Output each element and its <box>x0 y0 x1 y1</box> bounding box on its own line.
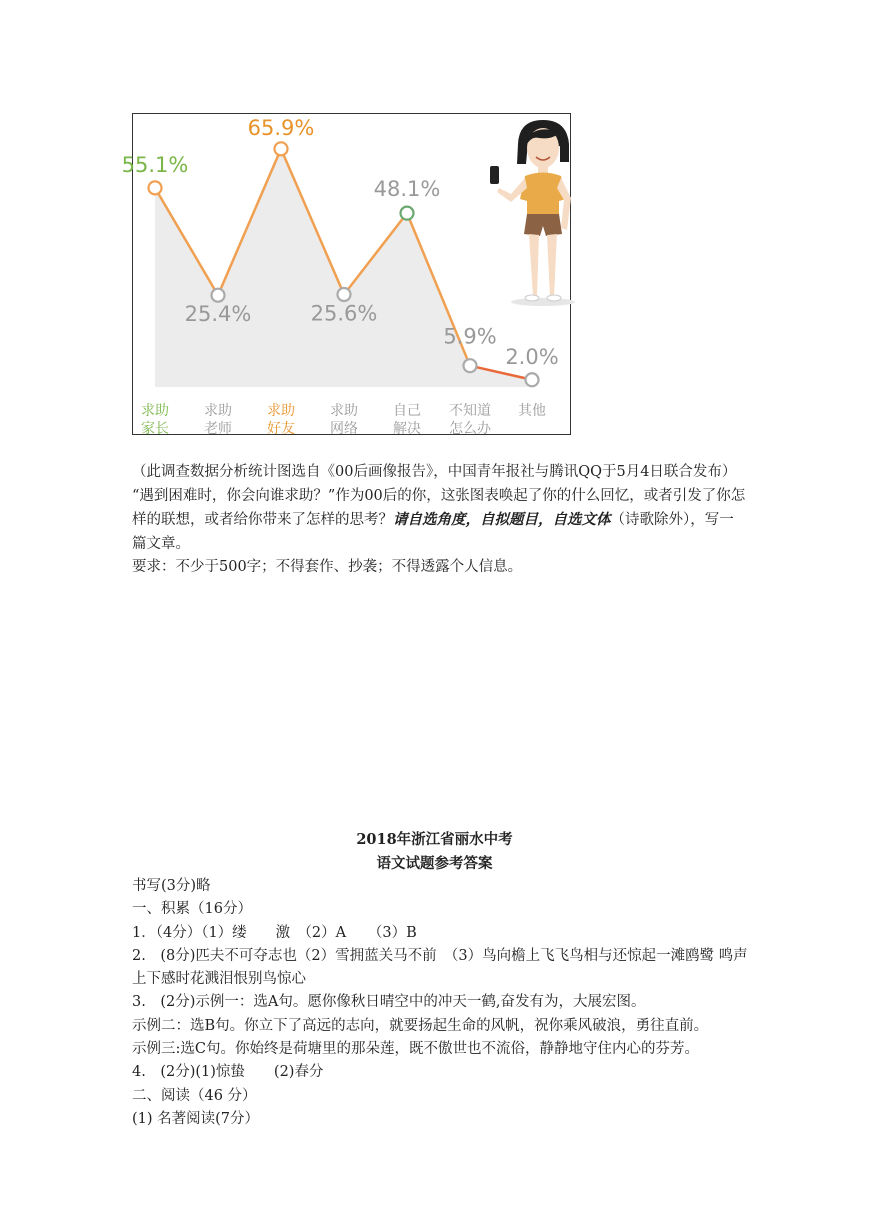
prompt-emphasis-angle: 请自选角度 <box>393 511 466 528</box>
data-point <box>526 373 539 386</box>
requirements: 要求：不少于500字；不得套作、抄袭；不得透露个人信息。 <box>132 559 523 575</box>
chart-area <box>155 149 532 387</box>
answer-line: 1．（4分）（1）缕 激 （2）A （3）B <box>132 924 417 941</box>
category-tick-label: 好友 <box>267 421 295 437</box>
category-tick-label: 求助 <box>204 403 232 419</box>
figure-shadow <box>511 298 575 306</box>
essay-prompt <box>132 461 747 580</box>
answer-key-title: 2018年浙江省丽水中考 <box>356 831 513 848</box>
category-tick-label: 求助 <box>330 403 358 419</box>
data-point <box>149 181 162 194</box>
answer-line: 示例三:选C句。你始终是荷塘里的那朵莲，既不傲世也不流俗，静静地守住内心的芬芳。 <box>132 1041 699 1058</box>
answer-line: 4. (2分)(1)惊蛰 (2)春分 <box>132 1064 324 1081</box>
answer-line: 2. (8分)匹夫不可夺志也（2）雪拥蓝关马不前 （3）鸟向檐上飞飞鸟相与还惊起一滩鸥鹭 鸣声上下感时花溅泪恨别鸟惊心 <box>132 947 748 988</box>
data-point <box>275 142 288 155</box>
category-tick-label: 其他 <box>518 403 546 419</box>
data-point <box>212 289 225 302</box>
answer-line: 示例二：选B句。你立下了高远的志向，就要扬起生命的风帆，祝你乘风破浪，勇往直前。 <box>132 1017 709 1034</box>
answer-line: 一、积累（16分） <box>132 901 252 918</box>
data-label: 25.6% <box>310 301 378 326</box>
category-tick-label: 解决 <box>393 421 421 437</box>
data-label: 25.4% <box>184 302 252 327</box>
category-tick-label: 不知道 <box>449 403 491 419</box>
category-tick-label: 自己 <box>393 403 421 419</box>
category-tick-label: 求助 <box>267 403 295 419</box>
data-label: 55.1% <box>121 152 189 177</box>
answer-line: 书写(3分)略 <box>132 878 211 894</box>
category-tick-label: 网络 <box>330 421 358 437</box>
prompt-separator: ， <box>538 511 553 528</box>
category-tick-label: 家长 <box>141 421 169 437</box>
category-tick-label: 怎么办 <box>449 421 491 437</box>
prompt-emphasis-genre: 自选文体 <box>552 511 611 528</box>
prompt-emphasis-title: 自拟题目 <box>480 511 538 528</box>
answer-line: 二、阅读（46 分） <box>132 1087 257 1104</box>
answer-key-subtitle: 语文试题参考答案 <box>376 855 493 872</box>
left-leg <box>529 234 539 296</box>
right-shoe <box>547 295 561 301</box>
line-chart <box>121 114 572 437</box>
right-leg <box>547 234 557 296</box>
data-point <box>401 207 414 220</box>
survey-chart <box>121 113 571 437</box>
data-label: 48.1% <box>373 177 441 202</box>
category-tick-label: 求助 <box>141 403 169 419</box>
answer-key <box>132 875 752 1131</box>
shirt <box>520 173 566 217</box>
category-tick-label: 老师 <box>204 421 232 437</box>
prompt-text: “遇到困难时，你会向谁求助？”作为00后的你，这张图表唤起了你的什么回忆，或者引发了你怎样的联想，或者给你带来了怎样的思考？ <box>132 487 746 528</box>
writing-prompt <box>132 485 747 557</box>
data-point <box>464 359 477 372</box>
answer-line: (1) 名著阅读(7分） <box>132 1110 260 1127</box>
data-label: 5.9% <box>443 324 497 349</box>
shorts <box>524 214 562 236</box>
data-label: 65.9% <box>247 115 315 140</box>
left-shoe <box>525 295 539 301</box>
woman-illustration <box>490 120 575 306</box>
answer-line: 3. (2分)示例一：选A句。愿你像秋日晴空中的冲天一鹤,奋发有为，大展宏图。 <box>132 994 646 1011</box>
source-note: （此调查数据分析统计图选自《00后画像报告》，中国青年报社与腾讯QQ于5月4日联合发布） <box>132 464 737 480</box>
prompt-separator: ， <box>465 511 480 528</box>
data-point <box>338 288 351 301</box>
phone-icon <box>490 166 499 184</box>
prompt-text-end: （诗歌除外），写一篇文章。 <box>132 512 734 552</box>
data-label: 2.0% <box>505 344 559 369</box>
